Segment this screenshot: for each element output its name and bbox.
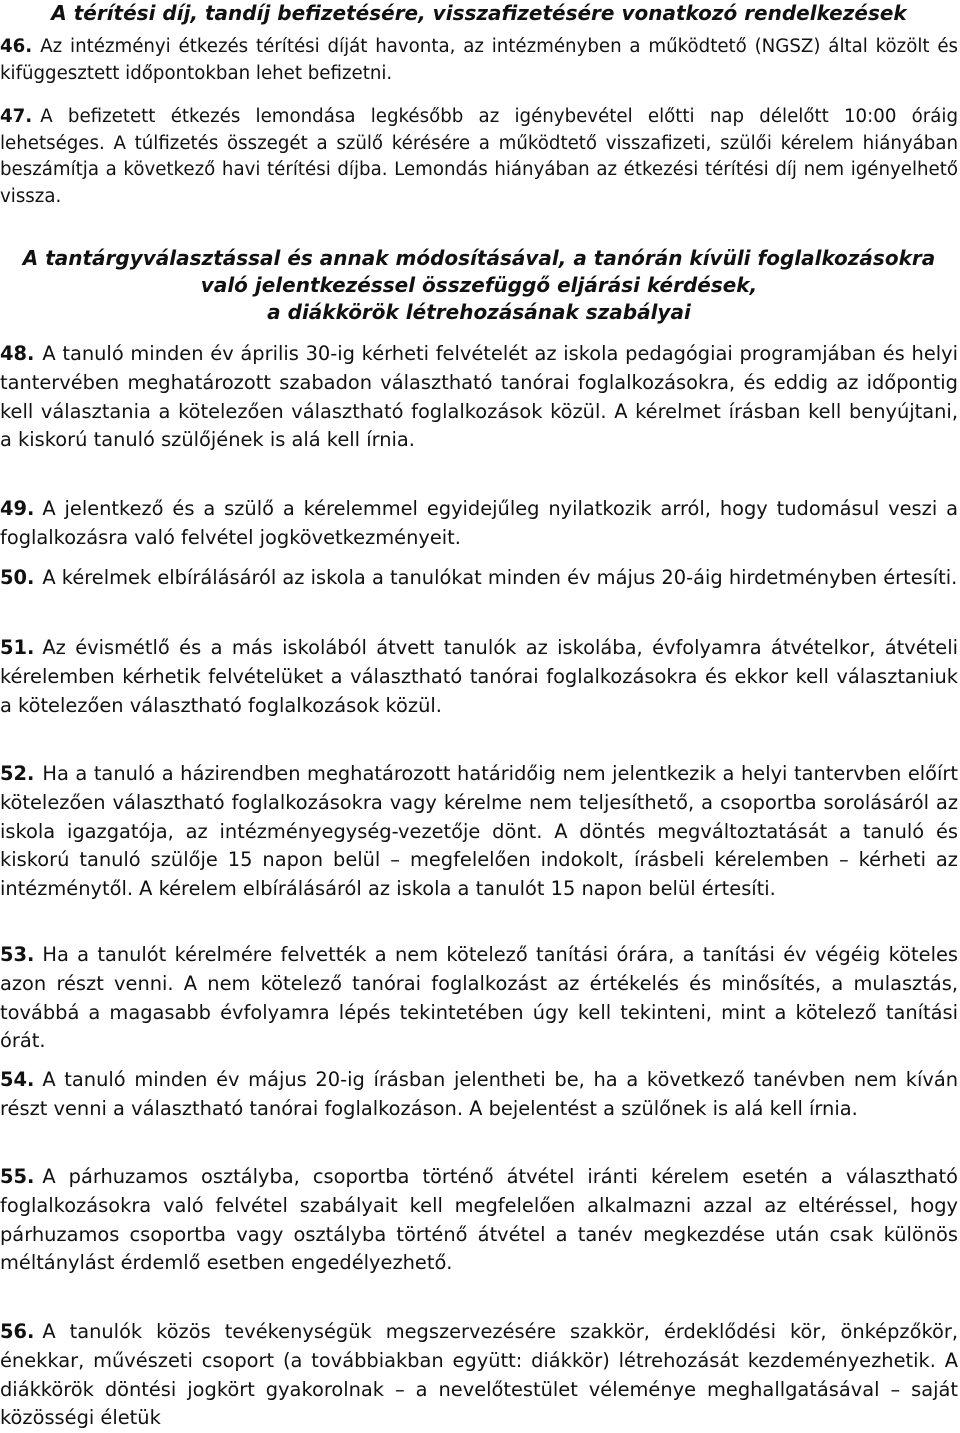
- paragraph-number: 53.: [0, 943, 35, 966]
- paragraph-46: [0, 34, 958, 87]
- paragraph-text: A tanuló minden év április 30-ig kérheti felvételét az iskola pedagógiai programjában és helyi tantervében meghatározott szabadon választható tanórai foglalkozásokra, és eddig az időpontig kell választania a kötelezően választható foglalkozások közül. A kérelmet írásban kell benyújtani, a kiskorú tanuló szülőjének is alá kell írnia.: [0, 342, 958, 452]
- paragraph-number: 48.: [0, 342, 35, 365]
- paragraph-number: 55.: [0, 1165, 35, 1188]
- paragraph-number: 52.: [0, 762, 35, 785]
- paragraph-text: A kérelmek elbírálásáról az iskola a tanulókat minden év május 20-áig hirdetményben értesíti.: [42, 566, 958, 589]
- paragraph-53: [0, 941, 958, 1056]
- paragraph-55: [0, 1163, 958, 1278]
- paragraph-number: 49.: [0, 497, 35, 520]
- paragraph-56: [0, 1318, 958, 1433]
- paragraph-48: [0, 340, 958, 455]
- paragraph-52: [0, 760, 958, 904]
- paragraph-text: Az intézményi étkezés térítési díját havonta, az intézményben a működtető (NGSZ) által közölt és kifüggesztett időpontokban lehet befizetni.: [0, 36, 958, 84]
- paragraph-text: A jelentkező és a szülő a kérelemmel egyidejűleg nyilatkozik arról, hogy tudomásul veszi a foglalkozásra való felvétel jogkövetkezményeit.: [0, 497, 958, 549]
- paragraph-text: Az évismétlő és a más iskolából átvett tanulók az iskolába, évfolyamra átvételkor, átvételi kérelemben kérhetik felvételüket a választható tanórai foglalkozásokra és ekkor kell választaniuk a kötelezően választható foglalkozások közül.: [0, 636, 958, 717]
- paragraph-number: 54.: [0, 1068, 35, 1091]
- paragraph-51: [0, 634, 958, 720]
- paragraph-text: A tanulók közös tevékenységük megszervezésére szakkör, érdeklődési kör, önképzőkör, énekkar, művészeti csoport (a továbbiakban együtt: diákkör) létrehozását kezdeményezhetik. A diákkörök döntési jogkört gyakorolnak – a nevelőtestület véleménye meghallgatásával – saját közösségi életük: [0, 1320, 958, 1430]
- paragraph-text: A párhuzamos osztályba, csoportba történő átvétel iránti kérelem esetén a választható foglalkozásokra való felvétel szabályait kell megfelelően alkalmazni azzal az eltéréssel, hogy párhuzamos csoportba vagy osztályba történő átvétel a tanév megkezdése után csak különös méltánylást érdemlő esetben engedélyezhető.: [0, 1165, 958, 1275]
- heading-line: A tantárgyválasztással és annak módosításával, a tanórán kívüli foglalkozásokra: [22, 246, 936, 270]
- paragraph-47: [0, 104, 958, 210]
- paragraph-number: 51.: [0, 636, 35, 659]
- paragraph-text: Ha a tanulót kérelmére felvették a nem kötelező tanítási órára, a tanítási év végéig köteles azon részt venni. A nem kötelező tanórai foglalkozást az értékelés és minősítés, a mulasztás, továbbá a magasabb évfolyamra lépés tekintetében úgy kell tekinteni, mint a kötelező tanítási órát.: [0, 943, 958, 1053]
- paragraph-number: 46.: [0, 36, 33, 57]
- paragraph-number: 47.: [0, 106, 33, 127]
- heading-line: való jelentkezéssel összefüggő eljárási kérdések,: [200, 273, 758, 297]
- paragraph-text: Ha a tanuló a házirendben meghatározott határidőig nem jelentkezik a helyi tantervben előírt kötelezően választható foglalkozásokra vagy kérelme nem teljesíthető, a csoportba sorolásáról az iskola igazgatója, az intézményegység-vezetője dönt. A döntés megváltoztatását a tanuló és kiskorú tanuló szülője 15 napon belül – megfelelően indokolt, írásbeli kérelemben – kérheti az intézménytől. A kérelem elbírálásáról az iskola a tanulót 15 napon belül értesíti.: [0, 762, 958, 901]
- paragraph-number: 50.: [0, 566, 35, 589]
- paragraph-text: A tanuló minden év május 20-ig írásban jelentheti be, ha a következő tanévben nem kíván részt venni a választható tanórai foglalkozáson. A bejelentést a szülőnek is alá kell írnia.: [0, 1068, 958, 1120]
- heading-line: a diákkörök létrehozásának szabályai: [267, 300, 691, 324]
- paragraph-text: A befizetett étkezés lemondása legkésőbb az igénybevétel előtti nap délelőtt 10:00 óráig lehetséges. A túlfizetés összegét a szülő kérésére a működtető visszafizeti, szülői kérelem hiányában beszámítja a következő havi térítési díjba. Lemondás hiányában az étkezési térítési díj nem igényelhető vissza.: [0, 106, 958, 207]
- section-heading-fees: A térítési díj, tandíj befizetésére, visszafizetésére vonatkozó rendelkezések: [51, 1, 907, 25]
- paragraph-49: [0, 495, 958, 553]
- paragraph-54: [0, 1066, 958, 1124]
- section-heading-course-selection: [0, 245, 958, 326]
- paragraph-number: 56.: [0, 1320, 35, 1343]
- paragraph-50: [0, 564, 958, 593]
